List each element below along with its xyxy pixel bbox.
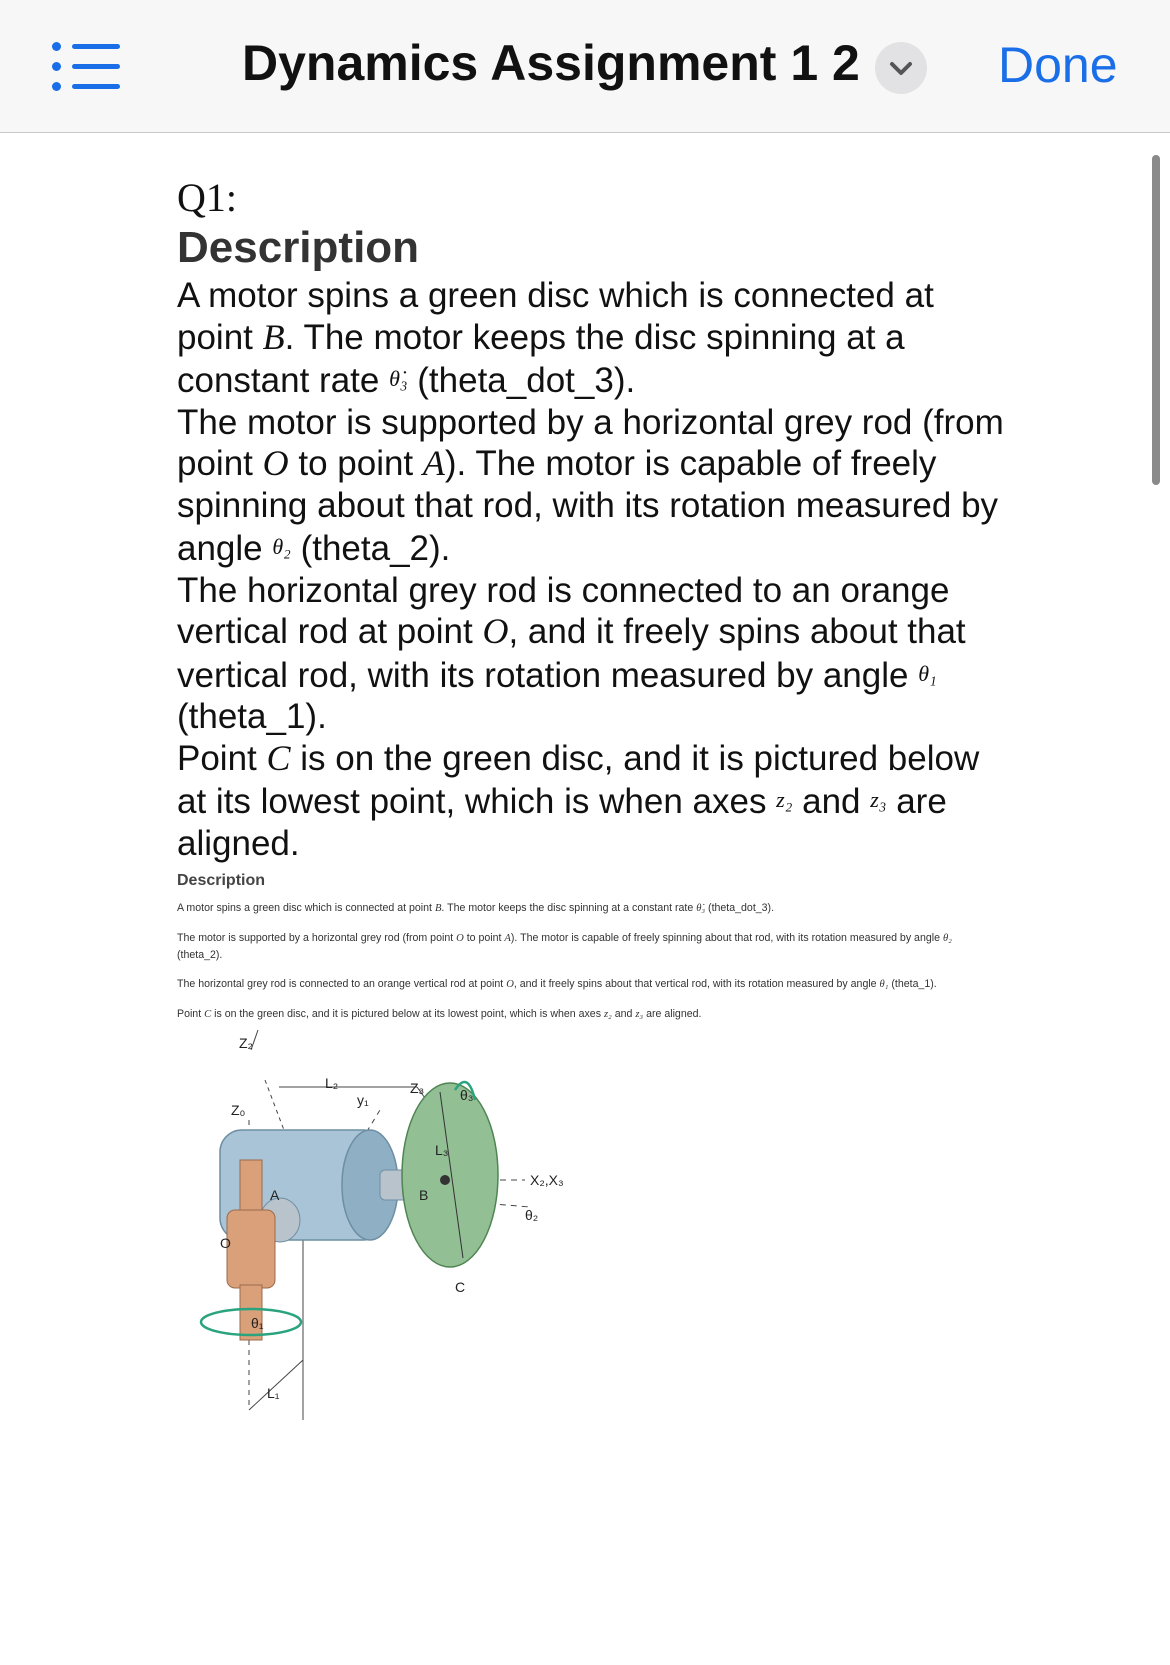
scrollbar[interactable] bbox=[1152, 155, 1160, 485]
navigation-bar bbox=[0, 0, 1170, 133]
label-b: B bbox=[419, 1187, 429, 1203]
embedded-paragraph-1: A motor spins a green disc which is connected at point B. The motor keeps the disc spinning at a constant rate θ̇₃ (theta_dot_3). bbox=[177, 902, 775, 914]
orange-rod-bottom bbox=[240, 1285, 262, 1340]
label-z2: Z₂ bbox=[239, 1035, 253, 1051]
label-theta3: θ₃ bbox=[460, 1087, 474, 1103]
green-disc bbox=[402, 1082, 498, 1267]
embedded-paragraph-3: The horizontal grey rod is connected to an orange vertical rod at point O, and it freely spins about that vertical rod, with its rotation measured by angle θ₁ (theta_1). bbox=[177, 978, 937, 990]
question-label: Q1: bbox=[177, 175, 237, 220]
var-o: O bbox=[482, 611, 509, 651]
embedded-paragraph-4: Point C is on the green disc, and it is pictured below at its lowest point, which is when axes z₂ and z₃ are aligned. bbox=[177, 1008, 702, 1020]
label-theta2: θ₂ bbox=[525, 1207, 539, 1223]
label-l1: L₁ bbox=[267, 1385, 280, 1401]
section-heading: Description bbox=[177, 223, 420, 272]
disc-shape bbox=[402, 1083, 498, 1267]
label-o: O bbox=[220, 1235, 231, 1251]
text: (theta_2). bbox=[290, 529, 451, 568]
symbol-z3: z₃ bbox=[870, 787, 887, 812]
mechanism-diagram bbox=[185, 1030, 625, 1470]
var-b: B bbox=[262, 316, 285, 357]
paragraph-4 bbox=[177, 738, 1007, 865]
label-theta1: θ₁ bbox=[251, 1315, 264, 1331]
label-z0: Z₀ bbox=[231, 1102, 246, 1118]
point-b-dot bbox=[440, 1175, 450, 1185]
text: is on the green disc, and it is pictured below at its lowest point, which is when axes bbox=[177, 738, 980, 821]
text: . The motor keeps the disc spinning at a constant rate bbox=[177, 317, 905, 400]
symbol-theta-2: θ₂ bbox=[272, 534, 291, 559]
paragraph-2 bbox=[177, 402, 1007, 570]
label-l2: L₂ bbox=[325, 1075, 339, 1091]
document-title: Dynamics Assignment 1 2 bbox=[242, 35, 860, 91]
list-icon[interactable] bbox=[52, 42, 122, 92]
symbol-theta-1: θ₁ bbox=[918, 660, 937, 686]
paragraph-1 bbox=[177, 275, 1007, 402]
text: A motor spins a green disc which is connected at point bbox=[177, 276, 934, 357]
label-x2x3: X₂,X₃ bbox=[530, 1172, 564, 1188]
text: and bbox=[792, 782, 871, 821]
text: ). The motor is capable of freely spinning about that rod, with its rotation measured by angle bbox=[177, 444, 999, 568]
var-a: A bbox=[422, 443, 445, 483]
text: are aligned. bbox=[177, 782, 947, 863]
text: (theta_dot_3). bbox=[407, 361, 636, 400]
label-c: C bbox=[455, 1279, 466, 1295]
text: The horizontal grey rod is connected to an orange vertical rod at point bbox=[177, 570, 950, 651]
text: Point bbox=[177, 738, 267, 778]
orange-collar bbox=[227, 1210, 275, 1288]
text: to point bbox=[288, 444, 423, 483]
label-l3: L₃ bbox=[435, 1142, 449, 1158]
embedded-heading: Description bbox=[177, 872, 266, 889]
label-z3: Z₃ bbox=[410, 1080, 425, 1096]
var-o: O bbox=[262, 443, 289, 483]
paragraph-3 bbox=[177, 570, 1007, 738]
var-c: C bbox=[266, 737, 291, 778]
embedded-paragraph-2: The motor is supported by a horizontal grey rod (from point O to point A). The motor is capable of freely spinning about that rod, with its rotation measured by angle θ₂ (theta_2). bbox=[177, 932, 952, 961]
label-y1: y₁ bbox=[357, 1092, 369, 1108]
document-body bbox=[177, 175, 1007, 864]
done-button[interactable]: Done bbox=[998, 37, 1118, 93]
chevron-down-icon[interactable] bbox=[875, 42, 927, 94]
text: , and it freely spins about that vertical rod, with its rotation measured by angle bbox=[177, 612, 966, 695]
symbol-theta-dot-3: θ̇₃ bbox=[389, 366, 408, 391]
symbol-z2: z₂ bbox=[776, 787, 793, 812]
text: The motor is supported by a horizontal grey rod (from point bbox=[177, 402, 1004, 483]
text: (theta_1). bbox=[177, 697, 327, 736]
embedded-description-image bbox=[177, 872, 997, 1036]
label-a: A bbox=[270, 1187, 280, 1203]
